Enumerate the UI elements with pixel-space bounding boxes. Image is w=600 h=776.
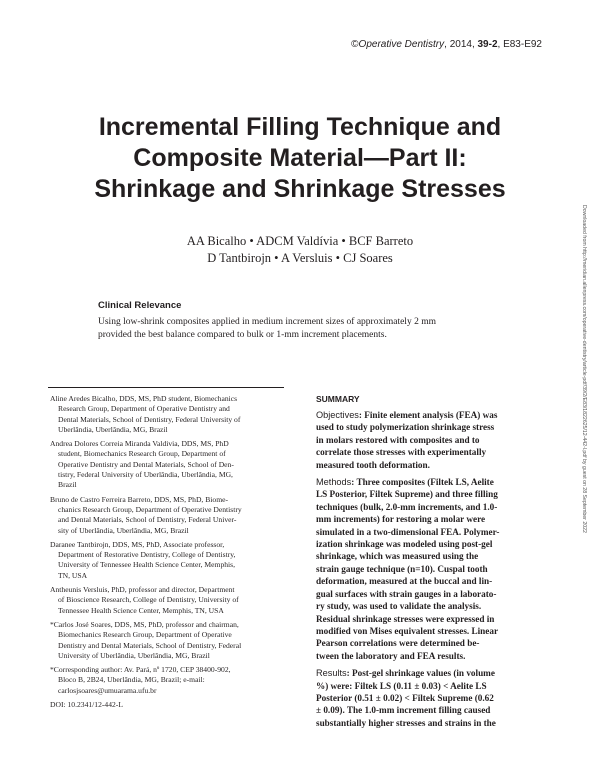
summary-line: ry study, was used to validate the analysis.	[316, 601, 482, 612]
summary-line: measured tooth deformation.	[316, 459, 430, 470]
journal-name: Operative Dentistry	[358, 39, 445, 50]
clinical-relevance-line: provided the best balance compared to bulk or 1-mm increment placements.	[98, 329, 387, 340]
affiliation-soares	[50, 620, 290, 661]
doi: DOI: 10.2341/12-442-L	[50, 700, 123, 710]
author-line: AA Bicalho • ADCM Valdívia • BCF Barreto	[186, 234, 414, 248]
summary-line: strain gauge technique (n=10). Cuspal tooth	[316, 563, 488, 574]
affiliation-line: Dental Materials, School of Dentistry, Federal University of	[58, 414, 241, 424]
journal-year: , 2014,	[444, 39, 478, 50]
affiliation-line: Daranee Tantbirojn, DDS, MS, PhD, Associate professor,	[50, 539, 225, 549]
summary-line: %) were: Filtek LS (0.11 ± 0.03) < Aelite LS	[316, 680, 487, 691]
summary-line: in molars restored with composites and to	[316, 434, 480, 445]
affiliation-line: Research Group, Department of Operative Dentistry and	[58, 404, 230, 414]
summary-line: deformation, measured at the buccal and lin-	[316, 576, 493, 587]
title-line: Composite Material—Part II:	[133, 144, 467, 172]
summary-body	[316, 409, 584, 734]
summary-line: mm increments) for restoring a molar were	[316, 514, 486, 525]
summary-line: used to study polymerization shrinkage stress	[316, 422, 495, 433]
summary-line: Residual shrinkage stresses were expressed in	[316, 613, 495, 624]
article-title	[30, 112, 570, 205]
affiliation-line: Bruno de Castro Ferreira Barreto, DDS, MS, PhD, Biome-	[50, 494, 229, 504]
summary-text: : Three composites (Filtek LS, Aelite	[351, 477, 494, 488]
download-note: Downloaded from http://meridian.allenpress.com/operative-dentistry/article-pdf/39/2/E83/1822625/12-442-l.pdf by guest on 28 September 2022	[581, 205, 587, 533]
affiliation-line: *Corresponding author: Av. Pará, nº 1720, CEP 38400-902,	[50, 665, 231, 675]
affiliation-tantbirojn	[50, 540, 290, 581]
affiliation-line: Aline Aredes Bicalho, DDS, MS, PhD student, Biomechanics	[50, 394, 238, 403]
summary-line: Posterior (0.51 ± 0.02) < Filtek Supreme (0.62	[316, 692, 494, 703]
copyright-symbol: ©	[351, 39, 359, 50]
affiliation-line: of Bioscience Research, College of Dentistry, University of	[58, 595, 239, 605]
title-line: Incremental Filling Technique and	[98, 113, 502, 141]
affiliation-bicalho	[50, 394, 290, 435]
journal-reference	[351, 39, 542, 50]
clinical-relevance-line: Using low-shrink composites applied in medium increment sizes of approximately 2 mm	[98, 317, 436, 327]
affiliation-line: Biomechanics Research Group, Department of Operative	[58, 630, 232, 640]
summary-text: : Post-gel shrinkage values (in volume	[346, 668, 495, 679]
affiliation-line: and Dental Materials, School of Dentistry, Federal Univer-	[58, 515, 237, 525]
summary-line	[316, 409, 584, 421]
summary-line: techniques (bulk, 2.0-mm increments, and 1.0-	[316, 501, 498, 512]
summary-line	[316, 667, 584, 679]
affiliation-line: Uberlândia, Uberlândia, MG, Brazil	[58, 424, 168, 434]
clinical-relevance-text	[98, 316, 518, 341]
affiliation-line: tistry, Federal University of Uberlândia, Uberlândia, MG,	[58, 470, 233, 480]
journal-pages: , E83-E92	[497, 39, 542, 50]
affiliation-line: Andrea Dolores Correia Miranda Valdivia, DDS, MS, PhD	[50, 439, 229, 449]
summary-results	[316, 667, 584, 729]
journal-volume: 39-2	[477, 39, 498, 50]
affiliation-line: Brazil	[58, 480, 77, 490]
affiliation-line: sity of Uberlândia, Uberlândia, MG, Brazil	[58, 525, 189, 535]
affiliation-line: Dentistry and Dental Materials, School of Dentistry, Federal	[58, 640, 242, 650]
summary-line: shrinkage, which was measured using the	[316, 551, 479, 562]
summary-line: gual surfaces with strain gauges in a laborato-	[316, 588, 497, 599]
corresponding-author	[50, 665, 290, 696]
summary-objectives	[316, 409, 584, 471]
affiliation-line: University of Tennessee Health Science Center, Memphis,	[58, 560, 236, 570]
summary-line: Pearson correlations were determined be-	[316, 638, 480, 649]
affiliation-divider	[48, 387, 284, 388]
affiliation-valdivia	[50, 439, 290, 490]
summary-line	[316, 476, 584, 488]
summary-line: LS Posterior, Filtek Supreme) and three filling	[316, 489, 498, 500]
author-list	[90, 233, 510, 267]
affiliation-line: Antheunis Versluis, PhD, professor and director, Department	[50, 585, 235, 595]
summary-line: modified von Mises equivalent stresses. Linear	[316, 625, 499, 636]
summary-line: tween the laboratory and FEA results.	[316, 650, 466, 661]
affiliation-line: Operative Dentistry and Dental Materials, School of Den-	[58, 459, 234, 469]
objectives-label: Objectives	[316, 410, 359, 420]
clinical-relevance-heading: Clinical Relevance	[98, 300, 182, 311]
summary-line: ± 0.09). The 1.0-mm increment filling caused	[316, 705, 491, 716]
affiliation-line: Tennessee Health Science Center, Memphis, TN, USA	[58, 605, 224, 615]
affiliation-line: Department of Restorative Dentistry, College of Dentistry,	[58, 550, 236, 560]
methods-label: Methods	[316, 477, 352, 488]
affiliation-line: chanics Research Group, Department of Operative Dentistry	[58, 504, 242, 514]
author-line: D Tantbirojn • A Versluis • CJ Soares	[207, 251, 393, 265]
summary-methods	[316, 476, 584, 662]
summary-line: simulated in a two-dimensional FEA. Polymer-	[316, 526, 500, 537]
affiliation-versluis	[50, 585, 290, 616]
summary-line: correlate those stresses with experimentally	[316, 447, 487, 458]
affiliation-line: University of Uberlândia, Uberlândia, MG, Brazil	[58, 650, 210, 660]
summary-text: : Finite element analysis (FEA) was	[358, 410, 498, 420]
affiliation-line: Bloco B, 2B24, Uberlândia, MG, Brazil; e-mail:	[58, 675, 205, 685]
title-line: Shrinkage and Shrinkage Stresses	[94, 175, 506, 203]
affiliation-line: student, Biomechanics Research Group, Department of	[58, 449, 226, 459]
email-link[interactable]: carlosjsoares@umuarama.ufu.br	[58, 685, 157, 695]
summary-line: substantially higher stresses and strains in the	[316, 717, 496, 728]
results-label: Results	[316, 668, 347, 679]
affiliation-line: *Carlos José Soares, DDS, MS, PhD, professor and chairman,	[50, 619, 239, 629]
affiliation-line: TN, USA	[58, 570, 88, 580]
affiliations-column	[50, 394, 290, 710]
summary-heading: SUMMARY	[316, 394, 360, 404]
affiliation-barreto	[50, 495, 290, 536]
summary-line: ization shrinkage was modeled using post-gel	[316, 539, 493, 550]
